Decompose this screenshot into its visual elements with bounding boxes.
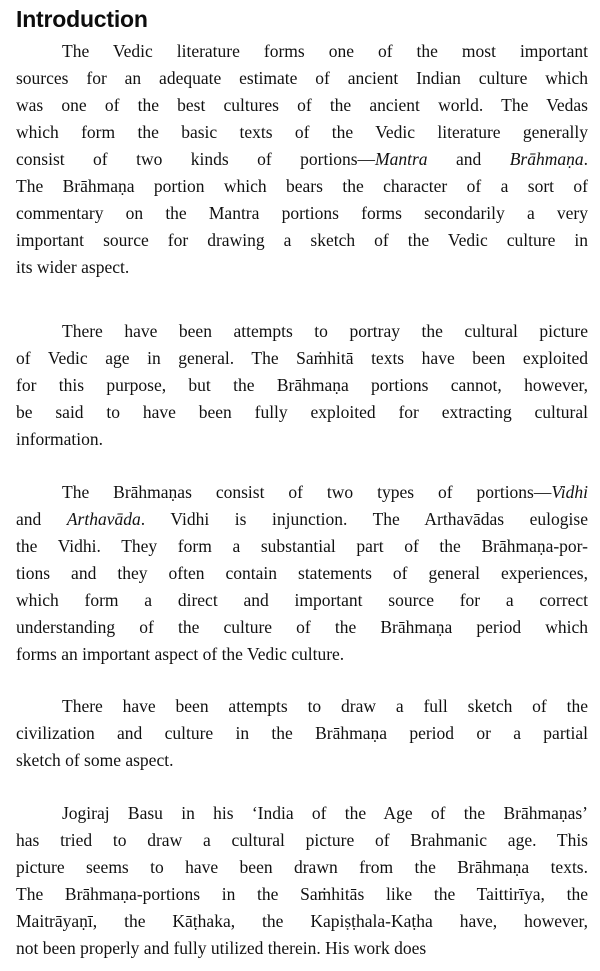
text-line: the Vidhi. They form a substantial part of the Brāhmaṇa-por- xyxy=(16,536,588,556)
text-segment: . Vidhi is injunction. The Arthavādas eulogise xyxy=(140,509,588,529)
italic-term: Arthavāda xyxy=(66,509,141,529)
paragraph-jogiraj-basu xyxy=(16,800,588,962)
text-line: was one of the best cultures of the ancient world. The Vedas xyxy=(16,95,588,115)
text-line: forms an important aspect of the Vedic culture. xyxy=(16,644,345,664)
text-line: The Brāhmaṇa portion which bears the character of a sort of xyxy=(16,176,588,196)
text-line: tions and they often contain statements of general experiences, xyxy=(16,563,588,583)
text-line: There have been attempts to portray the cultural picture xyxy=(62,321,588,341)
text-line: understanding of the culture of the Brāhmaṇa period which xyxy=(16,617,588,637)
text-line xyxy=(16,146,588,173)
text-line: which form the basic texts of the Vedic literature generally xyxy=(16,122,588,142)
text-segment: consist of two kinds of portions— xyxy=(16,149,376,169)
text-line: The Brāhmaṇa-portions in the Saṁhitās like the Taittirīya, the xyxy=(16,884,588,904)
text-line xyxy=(16,479,588,506)
paragraph-brahmanas-portions xyxy=(16,479,588,668)
italic-term: Mantra xyxy=(375,149,428,169)
text-line: which form a direct and important source for a correct xyxy=(16,590,588,610)
section-heading: Introduction xyxy=(16,6,148,32)
text-line: The Vedic literature forms one of the most important xyxy=(62,41,588,61)
text-line: civilization and culture in the Brāhmaṇa period or a partial xyxy=(16,723,588,743)
text-line xyxy=(16,506,588,533)
text-line: commentary on the Mantra portions forms secondarily a very xyxy=(16,203,588,223)
text-line: picture seems to have been drawn from the Brāhmaṇa texts. xyxy=(16,857,588,877)
text-segment: and xyxy=(16,509,67,529)
text-line: Jogiraj Basu in his ‘India of the Age of the Brāhmaṇas’ xyxy=(62,803,588,823)
text-segment: and xyxy=(427,149,510,169)
paragraph-cultural-picture xyxy=(16,318,588,453)
paragraph-full-sketch xyxy=(16,693,588,774)
text-line: has tried to draw a cultural picture of Brahmanic age. This xyxy=(16,830,588,850)
italic-term: Brāhmaṇa xyxy=(509,149,584,169)
text-segment: . xyxy=(583,149,588,169)
text-line: be said to have been fully exploited for extracting cultural xyxy=(16,402,588,422)
text-line: Maitrāyaṇī, the Kāṭhaka, the Kapiṣṭhala-Kaṭha have, however, xyxy=(16,911,588,931)
text-line: its wider aspect. xyxy=(16,257,130,277)
text-line: important source for drawing a sketch of the Vedic culture in xyxy=(16,230,588,250)
text-line: of Vedic age in general. The Saṁhitā texts have been exploited xyxy=(16,348,588,368)
text-line: information. xyxy=(16,429,103,449)
text-line: sources for an adequate estimate of ancient Indian culture which xyxy=(16,68,588,88)
text-segment: The Brāhmaṇas consist of two types of portions— xyxy=(62,482,552,502)
italic-term: Vidhi xyxy=(551,482,588,502)
text-line: for this purpose, but the Brāhmaṇa portions cannot, however, xyxy=(16,375,588,395)
text-line: sketch of some aspect. xyxy=(16,750,174,770)
text-line: not been properly and fully utilized therein. His work does xyxy=(16,938,427,958)
text-line: There have been attempts to draw a full sketch of the xyxy=(62,696,588,716)
paragraph-vedic-literature xyxy=(16,38,588,281)
